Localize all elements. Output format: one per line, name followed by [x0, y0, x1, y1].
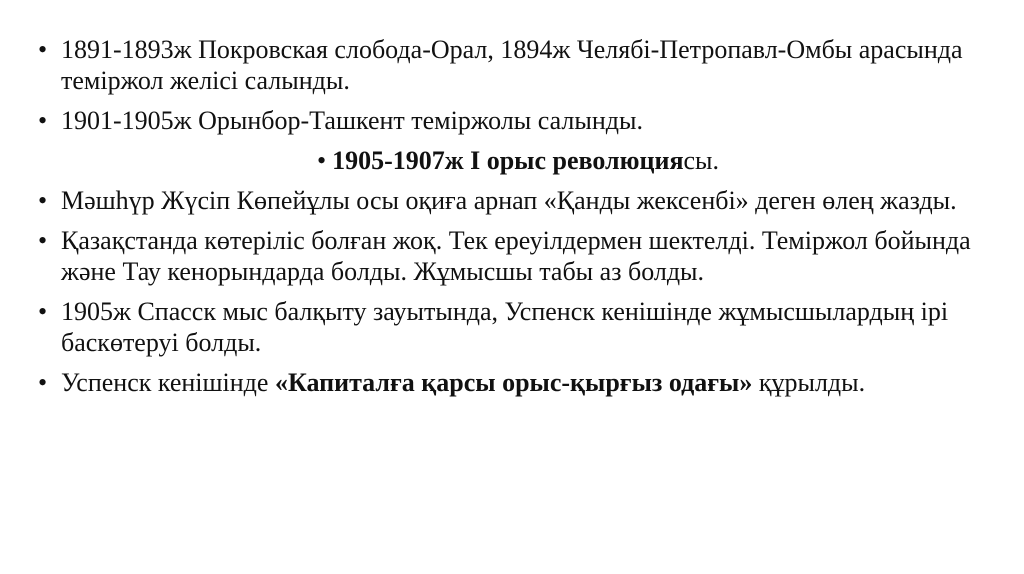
item-text: 1901-1905ж Орынбор-Ташкент теміржолы салынды. [61, 106, 643, 135]
item-text: Мәшһүр Жүсіп Көпейұлы осы оқиға арнап «Қанды жексенбі» деген өлең жазды. [61, 186, 957, 215]
item-text: Қазақстанда көтеріліс болған жоқ. Тек ереуілдермен шектелді. Теміржол бойында және Тау кенорындарда болды. Жұмысшы табы аз болды. [61, 226, 971, 286]
bullet-list [38, 34, 998, 407]
list-item [38, 185, 998, 216]
bullet-icon: • [38, 106, 48, 135]
list-item [38, 296, 998, 358]
item-bold-text: «Капиталға қарсы орыс-қырғыз одағы» [274, 368, 753, 397]
item-text: сы. [683, 146, 720, 175]
list-item [38, 34, 998, 96]
bullet-icon: • [38, 226, 48, 255]
item-text: Успенск кенішінде [61, 368, 275, 397]
item-text: 1891-1893ж Покровская слобода-Орал, 1894ж Челябі-Петропавл-Омбы арасында теміржол желісі салынды. [61, 35, 963, 95]
bullet-icon: • [316, 146, 327, 175]
item-bold-text: 1905-1907ж I орыс революция [332, 146, 684, 175]
list-item [38, 225, 998, 287]
bullet-icon: • [38, 186, 48, 215]
list-item [38, 105, 998, 136]
list-item-centered [38, 145, 998, 176]
item-text: 1905ж Спасск мыс балқыту зауытында, Успенск кенішінде жұмысшылардың ірі баскөтеруі болды. [61, 297, 949, 357]
item-text: құрылды. [758, 368, 866, 397]
bullet-icon: • [38, 297, 48, 326]
bullet-icon: • [38, 35, 48, 64]
list-item [38, 367, 998, 398]
bullet-icon: • [38, 368, 48, 397]
